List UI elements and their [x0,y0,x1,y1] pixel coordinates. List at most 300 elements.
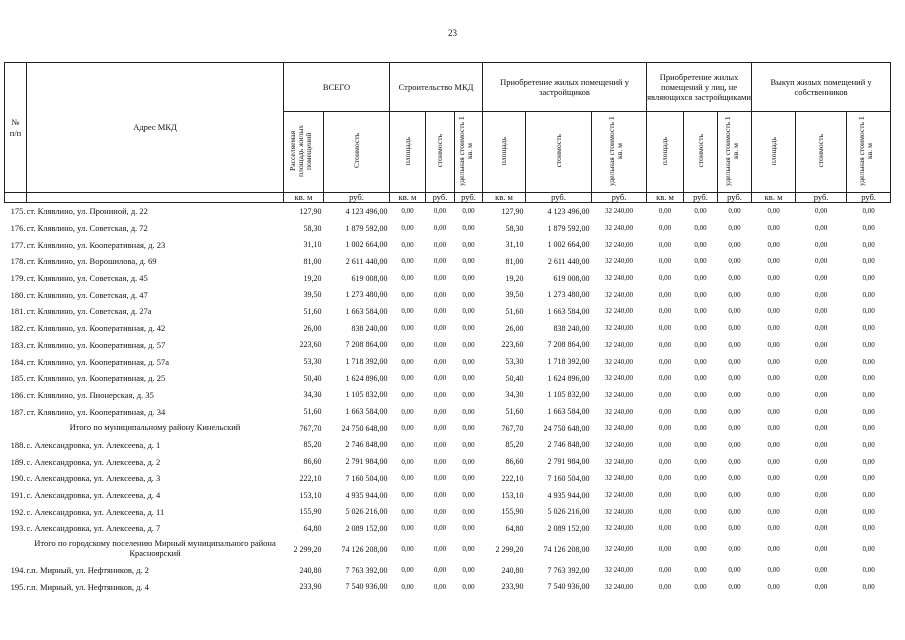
cell-value: 34,30 [303,390,322,400]
cell-value: 4 935 944,00 [547,490,590,500]
cell-value: 74 126 208,00 [341,544,388,554]
cell-value: 0,00 [401,374,414,383]
cell-value: 0,00 [862,340,875,349]
row-number: 189. [10,456,26,467]
cell-value: 1 002 664,00 [547,240,590,250]
row-number: 181. [10,306,26,317]
cell-value: 0,00 [462,407,475,416]
cell-value: 0,00 [862,407,875,416]
table-row [5,387,891,404]
cell-value: 0,00 [767,457,780,466]
row-address: с. Александровка, ул. Алексеева, д. 4 [26,490,161,501]
cell-value: 0,00 [433,457,447,466]
cell-value: 0,00 [728,491,741,500]
group-developers: Приобретение жилых помещений у застройщиков [483,63,647,112]
cell-value: 0,00 [728,440,741,449]
cell-value: 0,00 [694,566,707,575]
cell-value: 24 750 648,00 [341,423,388,433]
cell-value: 153,10 [501,490,524,500]
unit-label: руб. [592,193,647,203]
cell-value: 0,00 [462,357,475,366]
cell-value: 0,00 [728,207,741,216]
cell-value: 0,00 [401,440,414,449]
cell-value: 58,30 [303,223,322,233]
row-number: 190. [10,473,26,484]
cell-value: 0,00 [462,582,475,591]
col-nondev-area: площадь [647,112,684,193]
cell-value: 85,20 [303,440,322,450]
cell-value: 0,00 [462,424,475,433]
cell-value: 1 718 392,00 [547,357,590,367]
cell-value: 0,00 [814,507,828,516]
row-number: 180. [10,289,26,300]
cell-value: 0,00 [433,307,447,316]
row-number: 178. [10,256,26,267]
cell-value: 0,00 [814,424,828,433]
cell-value: 4 123 496,00 [547,206,590,216]
cell-value: 0,00 [694,374,707,383]
cell-value: 0,00 [694,340,707,349]
cell-value: 0,00 [862,207,875,216]
row-number: 188. [10,439,26,450]
cell-value: 1 879 592,00 [345,223,388,233]
table-row [5,270,891,287]
row-address: г.п. Мирный, ул. Нефтяников, д. 4 [26,581,149,592]
unit-label: руб. [718,193,752,203]
cell-value: 767,70 [501,423,524,433]
cell-value: 0,00 [433,524,447,533]
cell-value: 0,00 [401,324,414,333]
cell-value: 0,00 [694,290,707,299]
cell-value: 0,00 [728,224,741,233]
cell-value: 1 624 896,00 [345,373,388,383]
table-row [5,503,891,520]
cell-value: 32 240,00 [605,390,634,399]
cell-value: 0,00 [862,524,875,533]
group-total: ВСЕГО [284,63,390,112]
row-number: 193. [10,523,26,534]
cell-value: 0,00 [767,440,780,449]
cell-value: 0,00 [433,545,447,554]
cell-value: 233,90 [501,582,524,592]
cell-value: 1 879 592,00 [547,223,590,233]
cell-value: 0,00 [814,290,828,299]
cell-value: 51,60 [303,407,322,417]
cell-value: 0,00 [814,457,828,466]
cell-value: 39,50 [303,290,322,300]
cell-value: 0,00 [814,407,828,416]
cell-value: 0,00 [433,390,447,399]
cell-value: 1 663 584,00 [547,306,590,316]
col-nondev-cost: стоимость [684,112,718,193]
cell-value: 1 002 664,00 [345,240,388,250]
group-build: Строительство МКД [390,63,483,112]
cell-value: 0,00 [694,507,707,516]
cell-value: 240,80 [299,565,322,575]
cell-value: 0,00 [862,440,875,449]
cell-value: 0,00 [767,424,780,433]
cell-value: 0,00 [814,491,828,500]
cell-value: 0,00 [401,390,414,399]
cell-value: 0,00 [433,207,447,216]
cell-value: 0,00 [462,340,475,349]
cell-value: 0,00 [658,290,672,299]
cell-value: 32 240,00 [605,407,634,416]
cell-value: 53,30 [303,357,322,367]
row-number: 186. [10,389,26,400]
cell-value: 233,90 [299,582,322,592]
cell-value: 0,00 [401,224,414,233]
cell-value: 0,00 [433,424,447,433]
cell-value: 0,00 [694,491,707,500]
table-row [5,370,891,387]
cell-value: 0,00 [658,207,672,216]
cell-value: 222,10 [299,473,322,483]
cell-value: 0,00 [462,257,475,266]
cell-value: 0,00 [433,440,447,449]
cell-value: 32 240,00 [605,274,634,283]
cell-value: 0,00 [728,545,741,554]
cell-value: 0,00 [658,274,672,283]
row-number: 182. [10,323,26,334]
cell-value: 32 240,00 [605,290,634,299]
row-number: 185. [10,373,26,384]
cell-value: 0,00 [433,491,447,500]
cell-value: 0,00 [658,324,672,333]
cell-value: 5 026 216,00 [547,507,590,517]
cell-value: 0,00 [401,507,414,516]
cell-value: 31,10 [303,240,322,250]
cell-value: 0,00 [401,207,414,216]
table-row [5,562,891,579]
cell-value: 34,30 [505,390,524,400]
cell-value: 0,00 [401,240,414,249]
row-number: 195. [10,581,26,592]
cell-value: 0,00 [728,582,741,591]
row-address: ст. Клявлино, ул. Кооперативная, д. 23 [26,239,166,250]
cell-value: 155,90 [299,507,322,517]
cell-value: 0,00 [728,507,741,516]
col-dev-unit: удельная стоимость 1 кв. м [592,112,647,193]
col-total-cost: Стоимость [324,112,390,193]
cell-value: 32 240,00 [605,324,634,333]
cell-value: 0,00 [694,424,707,433]
cell-value: 0,00 [462,566,475,575]
table-row [5,236,891,253]
cell-value: 0,00 [401,274,414,283]
cell-value: 0,00 [814,390,828,399]
total-row [5,420,891,437]
cell-value: 32 240,00 [605,340,634,349]
units-row [5,193,891,203]
cell-value: 32 240,00 [605,545,634,554]
cell-value: 0,00 [862,566,875,575]
cell-value: 32 240,00 [605,424,634,433]
cell-value: 0,00 [433,507,447,516]
table-body [5,203,891,596]
cell-value: 127,90 [501,206,524,216]
cell-value: 0,00 [433,374,447,383]
page-number: 23 [448,28,457,38]
unit-label: руб. [455,193,483,203]
cell-value: 0,00 [462,224,475,233]
cell-value: 838 240,00 [553,323,590,333]
cell-value: 32 240,00 [605,582,634,591]
cell-value: 0,00 [433,324,447,333]
table-row [5,253,891,270]
row-number: 177. [10,239,26,250]
cell-value: 0,00 [462,207,475,216]
address-header: Адрес МКД [27,63,284,193]
cell-value: 0,00 [462,474,475,483]
cell-value: 0,00 [694,440,707,449]
cell-value: 1 718 392,00 [345,357,388,367]
cell-value: 32 240,00 [605,474,634,483]
row-number: 184. [10,356,26,367]
cell-value: 0,00 [462,324,475,333]
cell-value: 0,00 [694,257,707,266]
cell-value: 0,00 [728,324,741,333]
cell-value: 0,00 [767,224,780,233]
cell-value: 2 089 152,00 [345,523,388,533]
cell-value: 81,00 [505,256,524,266]
row-address: с. Александровка, ул. Алексеева, д. 2 [26,456,161,467]
row-number: 176. [10,223,26,234]
cell-value: 0,00 [862,424,875,433]
cell-value: 2 791 984,00 [345,457,388,467]
table-row [5,437,891,454]
unit-label: руб. [796,193,847,203]
cell-value: 0,00 [862,224,875,233]
cell-value: 1 105 832,00 [345,390,388,400]
cell-value: 0,00 [814,340,828,349]
cell-value: 0,00 [862,357,875,366]
row-address: ст. Клявлино, ул. Советская, д. 45 [26,273,148,284]
cell-value: 0,00 [694,407,707,416]
cell-value: 0,00 [814,307,828,316]
cell-value: 0,00 [862,240,875,249]
cell-value: 1 624 896,00 [547,373,590,383]
cell-value: 32 240,00 [605,357,634,366]
cell-value: 0,00 [401,257,414,266]
cell-value: 0,00 [862,474,875,483]
cell-value: 39,50 [505,290,524,300]
cell-value: 0,00 [658,457,672,466]
cell-value: 0,00 [728,374,741,383]
cell-value: 153,10 [299,490,322,500]
cell-value: 0,00 [658,491,672,500]
cell-value: 0,00 [767,324,780,333]
cell-value: 0,00 [767,207,780,216]
row-address: ст. Клявлино, ул. Советская, д. 72 [26,223,148,234]
cell-value: 32 240,00 [605,566,634,575]
cell-value: 0,00 [462,507,475,516]
cell-value: 0,00 [401,407,414,416]
cell-value: 0,00 [728,340,741,349]
cell-value: 0,00 [401,524,414,533]
cell-value: 0,00 [658,440,672,449]
cell-value: 0,00 [694,357,707,366]
cell-value: 32 240,00 [605,307,634,316]
cell-value: 0,00 [767,390,780,399]
cell-value: 0,00 [694,390,707,399]
cell-value: 0,00 [767,290,780,299]
cell-value: 19,20 [505,273,524,283]
cell-value: 0,00 [728,290,741,299]
cell-value: 51,60 [505,306,524,316]
cell-value: 0,00 [658,307,672,316]
cell-value: 0,00 [862,290,875,299]
cell-value: 0,00 [694,545,707,554]
cell-value: 0,00 [401,357,414,366]
cell-value: 31,10 [505,240,524,250]
cell-value: 0,00 [462,240,475,249]
cell-value: 32 240,00 [605,524,634,533]
cell-value: 0,00 [767,491,780,500]
row-address: ст. Клявлино, ул. Советская, д. 27а [26,306,152,317]
cell-value: 32 240,00 [605,457,634,466]
cell-value: 0,00 [728,390,741,399]
cell-value: 0,00 [728,424,741,433]
table-row [5,337,891,354]
cell-value: 0,00 [814,374,828,383]
cell-value: 7 540 936,00 [547,582,590,592]
cell-value: 0,00 [433,224,447,233]
cell-value: 7 160 504,00 [345,473,388,483]
cell-value: 4 935 944,00 [345,490,388,500]
cell-value: 0,00 [433,582,447,591]
row-number: 187. [10,406,26,417]
cell-value: 0,00 [814,207,828,216]
cell-value: 2 089 152,00 [547,523,590,533]
cell-value: 0,00 [862,582,875,591]
unit-label: руб. [426,193,455,203]
cell-value: 0,00 [814,566,828,575]
row-address: ст. Клявлино, ул. Кооперативная, д. 57а [26,356,170,367]
table-row [5,520,891,537]
cell-value: 0,00 [658,240,672,249]
cell-value: 0,00 [767,374,780,383]
cell-value: 4 123 496,00 [345,206,388,216]
row-number: 183. [10,339,26,350]
cell-value: 51,60 [505,407,524,417]
cell-value: 0,00 [694,582,707,591]
cell-value: 0,00 [767,257,780,266]
cell-value: 0,00 [862,374,875,383]
col-buyout-unit: удельная стоимость 1 кв. м [847,112,891,193]
cell-value: 0,00 [462,307,475,316]
cell-value: 223,60 [299,340,322,350]
table-row [5,403,891,420]
cell-value: 0,00 [658,566,672,575]
cell-value: 0,00 [401,582,414,591]
cell-value: 0,00 [814,474,828,483]
cell-value: 86,60 [505,457,524,467]
cell-value: 0,00 [862,390,875,399]
cell-value: 51,60 [303,306,322,316]
col-dev-cost: стоимость [526,112,592,193]
cell-value: 0,00 [767,566,780,575]
cell-value: 127,90 [299,206,322,216]
cell-value: 1 663 584,00 [345,306,388,316]
cell-value: 0,00 [728,407,741,416]
cell-value: 155,90 [501,507,524,517]
unit-label: руб. [847,193,891,203]
cell-value: 58,30 [505,223,524,233]
cell-value: 0,00 [694,274,707,283]
col-buyout-cost: стоимость [796,112,847,193]
cell-value: 0,00 [401,474,414,483]
cell-value: 0,00 [814,524,828,533]
table-row [5,220,891,237]
cell-value: 0,00 [433,274,447,283]
cell-value: 7 160 504,00 [547,473,590,483]
row-address: ст. Клявлино, ул. Пионерская, д. 35 [26,389,154,400]
cell-value: 0,00 [767,357,780,366]
table-row [5,470,891,487]
row-address: ст. Клявлино, ул. Прониной, д. 22 [26,206,148,217]
cell-value: 50,40 [303,373,322,383]
cell-value: 26,00 [505,323,524,333]
cell-value: 2 299,20 [495,544,524,554]
group-buyout: Выкуп жилых помещений у собственников [752,63,891,112]
cell-value: 767,70 [299,423,322,433]
row-number: 175. [10,206,26,217]
cell-value: 0,00 [728,257,741,266]
row-address: ст. Клявлино, ул. Ворошилова, д. 69 [26,256,157,267]
cell-value: 0,00 [658,374,672,383]
total-label: Итого по муниципальному району Кинельский [69,422,241,433]
unit-label: кв. м [390,193,426,203]
cell-value: 32 240,00 [605,224,634,233]
cell-value: 64,80 [303,523,322,533]
cell-value: 50,40 [505,373,524,383]
cell-value: 0,00 [767,307,780,316]
cell-value: 0,00 [658,424,672,433]
row-address: ст. Клявлино, ул. Кооперативная, д. 42 [26,323,166,334]
cell-value: 64,80 [505,523,524,533]
cell-value: 0,00 [862,307,875,316]
table-row [5,303,891,320]
cell-value: 0,00 [658,224,672,233]
cell-value: 0,00 [814,240,828,249]
cell-value: 0,00 [401,491,414,500]
cell-value: 0,00 [767,582,780,591]
cell-value: 0,00 [814,324,828,333]
cell-value: 53,30 [505,357,524,367]
cell-value: 619 008,00 [553,273,590,283]
cell-value: 0,00 [767,507,780,516]
cell-value: 0,00 [728,307,741,316]
cell-value: 0,00 [462,274,475,283]
cell-value: 32 240,00 [605,491,634,500]
cell-value: 86,60 [303,457,322,467]
cell-value: 0,00 [862,507,875,516]
cell-value: 0,00 [694,307,707,316]
cell-value: 0,00 [658,582,672,591]
cell-value: 0,00 [728,240,741,249]
cell-value: 0,00 [767,524,780,533]
cell-value: 0,00 [433,290,447,299]
cell-value: 0,00 [658,507,672,516]
row-address: с. Александровка, ул. Алексеева, д. 3 [26,473,161,484]
cell-value: 0,00 [814,440,828,449]
cell-value: 0,00 [658,545,672,554]
cell-value: 0,00 [462,524,475,533]
cell-value: 0,00 [462,290,475,299]
cell-value: 2 611 440,00 [345,256,388,266]
cell-value: 0,00 [862,457,875,466]
